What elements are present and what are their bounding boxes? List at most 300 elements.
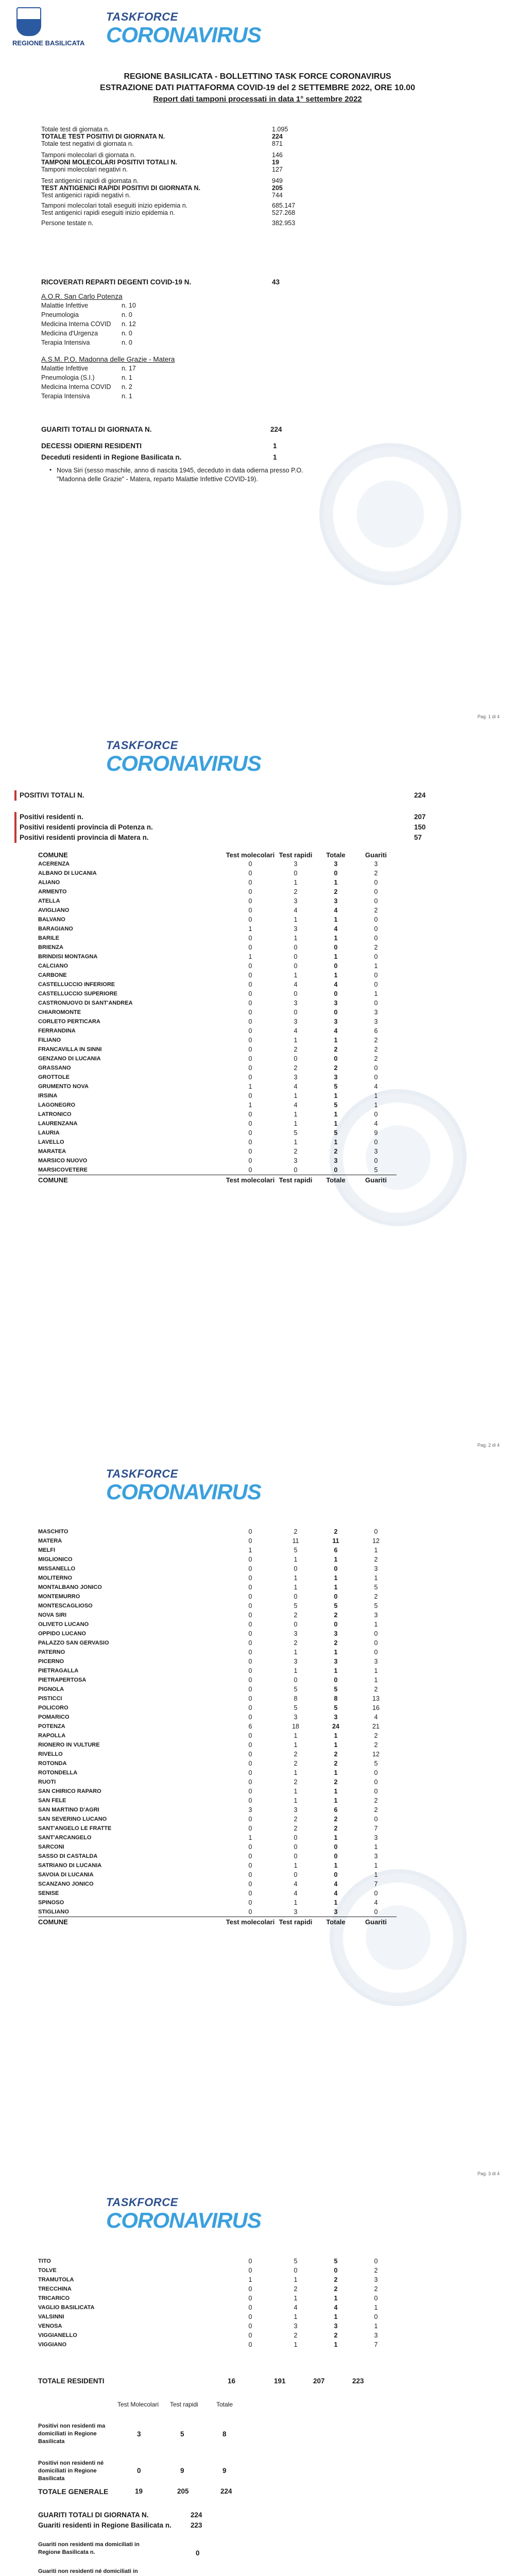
summary-value: 146 [272,151,283,159]
cell-value: 0 [248,1704,252,1711]
cell-value: 3 [294,1157,298,1164]
page-2 [0,728,515,1458]
comune-name: FRANCAVILLA IN SINNI [38,1046,102,1053]
cell-value: 1 [334,935,338,942]
cell-value: 2 [374,907,378,914]
table-row [38,1601,397,1611]
comune-name: MIGLIONICO [38,1556,73,1563]
cell-value: 0 [248,1853,252,1860]
table-row [38,1796,397,1805]
column-header: COMUNE [38,1917,226,1927]
table-row [38,1852,397,1861]
cell-value: 3 [334,1658,338,1665]
table-row [38,1768,397,1777]
hospital-matera-title: A.S.M. P.O. Madonna delle Grazie - Matera [41,355,175,363]
cell-value: 0 [294,1834,298,1841]
cell-value: 4 [374,1714,378,1721]
cell-value: 7 [374,2341,378,2348]
cell-value: 0 [248,2313,252,2320]
cell-value: 21 [372,1723,380,1730]
cell-value: 3 [294,999,298,1007]
table-row [38,1546,397,1555]
positivi-residenti-value: 207 [414,813,426,821]
comune-name: CASTELLUCCIO INFERIORE [38,981,115,988]
cell-value: 4 [334,1880,338,1888]
cell-value: 1 [294,1139,298,1146]
cell-value: 0 [374,1139,378,1146]
page-number: Pag. 1 di 4 [477,714,500,719]
comune-name: FILIANO [38,1037,61,1043]
cell-value: 0 [334,1565,338,1572]
summary-value: 224 [272,133,283,140]
summary-value: 685.147 [272,202,296,209]
ward-value: n. 0 [122,311,132,318]
cell-value: 0 [248,1890,252,1897]
cell-value: 0 [248,1686,252,1693]
cell-value: 0 [248,1593,252,1600]
cell-value: 3 [294,1658,298,1665]
cell-value: 0 [374,2313,378,2320]
cell-value: 0 [374,2295,378,2302]
red-bar [14,790,16,801]
cell-value: 2 [294,1064,298,1072]
nr2-molecolari: 0 [137,2467,141,2475]
comune-name: BALVANO [38,917,65,923]
table-row [38,878,397,887]
comuni-table [38,850,397,1184]
cell-value: 0 [294,962,298,970]
cell-value: 0 [248,944,252,951]
table-row [38,2294,397,2303]
cell-value: 5 [334,2258,338,2265]
cell-value: 0 [374,935,378,942]
comune-name: BARAGIANO [38,926,73,932]
coronavirus-logo-text: CORONAVIRUS [106,1480,261,1504]
comune-name: TRICARICO [38,2295,70,2301]
cell-value: 1 [334,1037,338,1044]
cell-value: 0 [334,2267,338,2274]
cell-value: 3 [294,1018,298,1025]
table-row [38,1082,397,1091]
cell-value: 0 [374,1778,378,1786]
summary-label: Test antigenici rapidi eseguiti inizio epidemia n. [41,209,175,216]
page-number: Pag. 3 di 4 [477,2171,500,2176]
cell-value: 0 [248,1046,252,1053]
cell-value: 3 [294,2323,298,2330]
comune-name: LAURIA [38,1130,60,1136]
table-row [38,924,397,934]
cell-value: 5 [334,1704,338,1711]
comune-name: LAGONEGRO [38,1102,76,1108]
table-row [38,952,397,961]
cell-value: 2 [294,1816,298,1823]
table-row [38,1147,397,1156]
cell-value: 4 [294,907,298,914]
taskforce-logo-text: TASKFORCE [106,2196,178,2209]
cell-value: 1 [374,1547,378,1554]
cell-value: 2 [374,1732,378,1739]
cell-value: 1 [334,1649,338,1656]
column-header: Test rapidi [275,1917,316,1927]
cell-value: 0 [248,1639,252,1647]
cell-value: 3 [334,2323,338,2330]
cell-value: 1 [294,1667,298,1674]
cell-value: 3 [294,925,298,933]
cell-value: 3 [374,2332,378,2339]
cell-value: 0 [248,1612,252,1619]
cell-value: 1 [334,916,338,923]
table-row [38,1824,397,1833]
table-row [38,1870,397,1879]
cell-value: 3 [334,1714,338,1721]
comune-name: ARMENTO [38,889,67,895]
comune-name: VENOSA [38,2323,62,2329]
ward-label: Medicina Interna COVID [41,383,111,391]
cell-value: 3 [374,860,378,868]
guariti-domiciliati-value: 0 [196,2549,200,2557]
table-row [38,1527,397,1536]
totale-guariti: 223 [352,2377,364,2385]
cell-value: 2 [374,1593,378,1600]
cell-value: 24 [332,1723,339,1730]
ward-value: n. 10 [122,302,136,309]
table-row [38,2275,397,2284]
table-row [38,961,397,971]
cell-value: 0 [334,990,338,997]
cell-value: 0 [374,1157,378,1164]
taskforce-logo-text: TASKFORCE [106,1467,178,1480]
cell-value: 3 [294,860,298,868]
comune-name: RUOTI [38,1779,56,1785]
cell-value: 2 [294,1612,298,1619]
summary-label: TAMPONI MOLECOLARI POSITIVI TOTALI N. [41,159,177,166]
summary-value: 127 [272,166,283,173]
comune-name: GRUMENTO NOVA [38,1083,89,1090]
cell-value: 1 [294,972,298,979]
cell-value: 1 [294,1556,298,1563]
cell-value: 1 [294,2341,298,2348]
page-4 [0,2185,515,2576]
cell-value: 3 [248,1806,252,1814]
cell-value: 0 [374,1816,378,1823]
summary-value: 949 [272,177,283,184]
cell-value: 0 [248,907,252,914]
summary-value: 871 [272,140,283,147]
cell-value: 0 [248,1732,252,1739]
cell-value: 2 [294,1825,298,1832]
cell-value: 2 [294,1751,298,1758]
cell-value: 0 [248,2323,252,2330]
cell-value: 3 [334,1157,338,1164]
cell-value: 0 [334,870,338,877]
comune-name: VIGGIANO [38,2342,67,2348]
cell-value: 0 [248,916,252,923]
cell-value: 1 [334,1667,338,1674]
cell-value: 4 [334,981,338,988]
cell-value: 0 [294,953,298,960]
summary-value: 382.953 [272,219,296,227]
cell-value: 0 [294,870,298,877]
cell-value: 1 [248,1547,252,1554]
table-row [38,1675,397,1685]
cell-value: 2 [334,1528,338,1535]
comune-name: SAN CHIRICO RAPARO [38,1788,101,1794]
bulletin-subtitle: ESTRAZIONE DATI PIATTAFORMA COVID-19 del 2 SETTEMBRE 2022, ORE 10.00 [100,83,415,92]
cell-value: 3 [294,1908,298,1916]
table-row [38,1128,397,1138]
cell-value: 1 [334,1741,338,1749]
comune-name: ROTONDA [38,1760,67,1767]
ward-label: Terapia Intensiva [41,339,90,346]
comune-name: VALSINNI [38,2314,64,2320]
cell-value: 0 [374,1528,378,1535]
cell-value: 0 [334,962,338,970]
table-row [38,1805,397,1815]
cell-value: 1 [374,1862,378,1869]
red-bar [14,812,16,843]
totale-totale: 207 [313,2377,325,2385]
cell-value: 0 [374,972,378,979]
cell-value: 5 [334,1129,338,1137]
cell-value: 0 [374,1769,378,1776]
comune-name: GENZANO DI LUCANIA [38,1056,101,1062]
comune-name: MARSICO NUOVO [38,1158,88,1164]
cell-value: 0 [248,2341,252,2348]
cell-value: 0 [248,1871,252,1878]
table-row [38,915,397,924]
cell-value: 0 [248,1584,252,1591]
cell-value: 0 [248,1129,252,1137]
summary-label: TOTALE TEST POSITIVI DI GIORNATA N. [41,133,165,140]
table-row [38,1564,397,1573]
table-row [38,980,397,989]
cell-value: 0 [374,925,378,933]
cell-value: 0 [248,1037,252,1044]
comune-name: PIGNOLA [38,1686,64,1692]
cell-value: 2 [294,1528,298,1535]
cell-value: 2 [334,1760,338,1767]
cell-value: 2 [374,1797,378,1804]
comune-name: BRINDISI MONTAGNA [38,954,98,960]
cell-value: 3 [374,1018,378,1025]
cell-value: 0 [248,1751,252,1758]
cell-value: 4 [374,1899,378,1906]
cell-value: 0 [334,1621,338,1628]
cell-value: 1 [374,1676,378,1684]
cell-value: 0 [248,888,252,895]
cell-value: 3 [374,2276,378,2283]
cell-value: 12 [372,1751,380,1758]
comuni-table [38,1527,397,1926]
cell-value: 0 [374,1064,378,1072]
cell-value: 1 [294,879,298,886]
cell-value: 1 [248,1834,252,1841]
summary-label: Totale test negativi di giornata n. [41,140,134,147]
summary-label: Totale test di giornata n. [41,126,110,133]
comune-name: SAN SEVERINO LUCANO [38,1816,107,1822]
table-row [38,1648,397,1657]
cell-value: 3 [374,1612,378,1619]
cell-value: 0 [334,1009,338,1016]
cell-value: 1 [374,1092,378,1099]
cell-value: 4 [294,981,298,988]
cell-value: 1 [334,1797,338,1804]
cell-value: 4 [334,925,338,933]
cell-value: 2 [334,2285,338,2293]
cell-value: 0 [248,1018,252,1025]
cell-value: 1 [374,990,378,997]
cell-value: 1 [294,2295,298,2302]
table-row [38,869,397,878]
cell-value: 11 [332,1537,339,1545]
comune-name: POLICORO [38,1705,68,1711]
table-row [38,1907,397,1917]
table-row [38,1573,397,1583]
table-row [38,1787,397,1796]
deceduti-value: 1 [273,453,277,461]
cell-value: 0 [248,897,252,905]
summary-label: Test antigenici rapidi negativi n. [41,192,131,199]
comune-name: LAVELLO [38,1139,64,1145]
cell-value: 0 [374,2258,378,2265]
cell-value: 4 [334,1890,338,1897]
cell-value: 0 [248,1157,252,1164]
table-row [38,1620,397,1629]
cell-value: 1 [334,972,338,979]
cell-value: 6 [374,1027,378,1035]
summary-label: Tamponi molecolari negativi n. [41,166,128,173]
page-number: Pag. 2 di 4 [477,1443,500,1448]
cell-value: 3 [294,897,298,905]
table-row [38,1657,397,1666]
cell-value: 0 [248,1074,252,1081]
comune-name: RIVELLO [38,1751,63,1757]
cell-value: 1 [334,953,338,960]
comune-name: VIGGIANELLO [38,2332,77,2338]
cell-value: 0 [374,897,378,905]
cell-value: 0 [248,1602,252,1609]
table-row [38,2331,397,2340]
cell-value: 4 [334,1027,338,1035]
comune-name: TRECCHINA [38,2286,72,2292]
column-header: Test rapidi [275,1175,316,1185]
cell-value: 1 [334,2341,338,2348]
cell-value: 4 [294,1101,298,1109]
col-test-rapidi: Test rapidi [170,2401,198,2408]
table-row [38,2303,397,2312]
page-3 [0,1457,515,2186]
cell-value: 1 [294,1649,298,1656]
cell-value: 0 [374,916,378,923]
cell-value: 0 [248,2258,252,2265]
cell-value: 1 [374,1843,378,1851]
coronavirus-logo-text: CORONAVIRUS [106,751,261,775]
cell-value: 2 [334,2276,338,2283]
cell-value: 1 [374,962,378,970]
cell-value: 8 [334,1695,338,1702]
nr2-rapidi: 9 [180,2467,184,2475]
table-row [38,1026,397,1036]
cell-value: 2 [334,1639,338,1647]
table-row [38,998,397,1008]
cell-value: 4 [334,2304,338,2311]
nr1-molecolari: 3 [137,2430,141,2438]
cell-value: 3 [294,1806,298,1814]
cell-value: 2 [294,1760,298,1767]
column-header: Totale [316,1917,355,1927]
guariti-residenti-value: 223 [191,2521,202,2529]
cell-value: 1 [374,1621,378,1628]
cell-value: 0 [248,962,252,970]
cell-value: 2 [294,1778,298,1786]
ward-label: Terapia Intensiva [41,393,90,400]
comune-name: PIETRAPERTOSA [38,1677,87,1683]
table-row [38,971,397,980]
cell-value: 0 [248,1055,252,1062]
cell-value: 0 [374,1649,378,1656]
cell-value: 0 [248,1649,252,1656]
table-row [38,1156,397,1165]
table-row [38,2266,397,2275]
guariti-domiciliati-label: Guariti non residenti ma domiciliati in Regione Basilicata n. [38,2541,140,2555]
comune-name: PICERNO [38,1658,64,1665]
table-row [38,896,397,906]
cell-value: 0 [248,1880,252,1888]
cell-value: 5 [334,1686,338,1693]
cell-value: 0 [248,2267,252,2274]
cell-value: 3 [334,860,338,868]
cell-value: 1 [294,1732,298,1739]
cell-value: 4 [294,2304,298,2311]
positivi-potenza-value: 150 [414,823,426,831]
page-header [12,2193,261,2242]
cell-value: 0 [294,990,298,997]
cell-value: 5 [294,1602,298,1609]
cell-value: 1 [374,1101,378,1109]
cell-value: 2 [294,1046,298,1053]
table-row [38,1898,397,1907]
cell-value: 1 [334,1769,338,1776]
cell-value: 0 [248,1825,252,1832]
comune-name: BARILE [38,935,59,941]
guariti-non-domiciliati-label: Guariti non residenti né domiciliati in [38,2568,138,2574]
cell-value: 1 [374,2304,378,2311]
table-row [38,1740,397,1750]
table-row [38,1017,397,1026]
cell-value: 2 [374,1741,378,1749]
nr2-totale: 9 [222,2467,227,2475]
comune-name: ACERENZA [38,861,70,867]
cell-value: 0 [248,1714,252,1721]
table-row [38,1063,397,1073]
comune-name: SARCONI [38,1844,64,1850]
guariti-label: GUARITI TOTALI DI GIORNATA N. [41,426,152,433]
cell-value: 5 [294,1704,298,1711]
comune-name: ATELLA [38,898,60,904]
cell-value: 5 [294,1129,298,1137]
table-row [38,1750,397,1759]
cell-value: 0 [248,1908,252,1916]
comune-name: AVIGLIANO [38,907,70,913]
deceduti-label: Deceduti residenti in Regione Basilicata n. [41,453,182,461]
cell-value: 0 [294,1621,298,1628]
positivi-totali-label: POSITIVI TOTALI N. [20,791,84,799]
table-row [38,989,397,998]
cell-value: 0 [334,1853,338,1860]
column-header: Test molecolari [226,1918,275,1926]
cell-value: 1 [374,2323,378,2330]
table-row [38,934,397,943]
